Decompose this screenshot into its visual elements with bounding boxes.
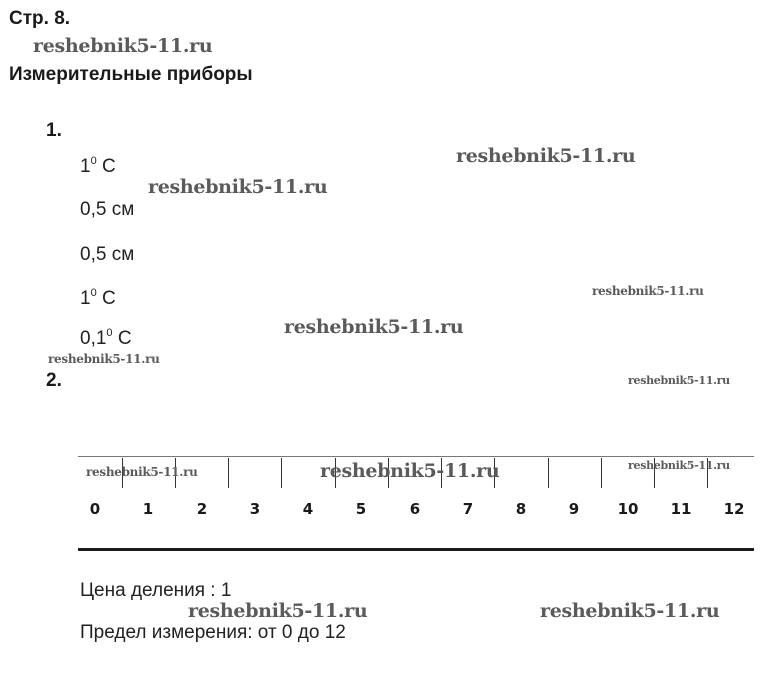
watermark: reshebnik5-11.ru	[86, 465, 198, 479]
watermark: reshebnik5-11.ru	[148, 176, 328, 198]
ruler-label: 7	[462, 500, 474, 518]
answer-value: 0,1	[80, 328, 107, 349]
answer-unit: C	[96, 156, 116, 177]
watermark: reshebnik5-11.ru	[540, 600, 720, 622]
answer-degree-sup: 0	[106, 327, 113, 339]
task-1-answer-5	[80, 327, 132, 350]
ruler-label: 4	[302, 500, 314, 518]
task-2-number: 2.	[46, 370, 62, 391]
watermark: reshebnik5-11.ru	[592, 284, 704, 298]
section-title: Измерительные приборы	[9, 64, 253, 85]
task-1-answer-4	[80, 287, 116, 310]
answer-unit: C	[96, 288, 116, 309]
task-1-answer-1	[80, 155, 116, 178]
watermark: reshebnik5-11.ru	[456, 145, 636, 167]
ruler-label: 5	[355, 500, 367, 518]
answer-value: 0,5 см	[80, 244, 135, 265]
watermark: reshebnik5-11.ru	[628, 459, 730, 472]
ruler-label: 9	[568, 500, 580, 518]
watermark: reshebnik5-11.ru	[284, 316, 464, 338]
watermark: reshebnik5-11.ru	[628, 374, 730, 387]
division-value-text: Цена деления : 1	[80, 580, 232, 601]
ruler-tick	[548, 458, 549, 488]
answer-degree-sup: 0	[90, 287, 97, 299]
watermark: reshebnik5-11.ru	[48, 352, 160, 366]
watermark: reshebnik5-11.ru	[188, 600, 368, 622]
ruler-label: 2	[196, 500, 208, 518]
answer-unit: C	[112, 328, 132, 349]
task-1-answer-3	[80, 244, 134, 266]
answer-value: 0,5 см	[80, 199, 135, 220]
answer-degree-sup: 0	[90, 155, 97, 167]
ruler-label: 12	[723, 500, 745, 518]
ruler-label: 3	[249, 500, 261, 518]
ruler-tick	[228, 458, 229, 488]
ruler-top-edge	[78, 456, 754, 457]
measurement-limit-text: Предел измерения: от 0 до 12	[80, 622, 346, 643]
ruler-label: 0	[89, 500, 101, 518]
task-1-answer-2	[80, 199, 134, 221]
page-label: Стр. 8.	[9, 8, 71, 29]
ruler-tick	[601, 458, 602, 488]
watermark: reshebnik5-11.ru	[33, 35, 213, 57]
ruler-label: 8	[515, 500, 527, 518]
watermark: reshebnik5-11.ru	[320, 460, 500, 482]
ruler-label: 10	[617, 500, 639, 518]
answer-value: 1	[80, 288, 91, 309]
task-1-number: 1.	[46, 120, 62, 141]
ruler-label: 1	[142, 500, 154, 518]
answer-value: 1	[80, 156, 91, 177]
ruler-bottom-edge	[78, 548, 754, 551]
ruler-tick	[281, 458, 282, 488]
ruler-label: 6	[409, 500, 421, 518]
ruler-label: 11	[670, 500, 692, 518]
